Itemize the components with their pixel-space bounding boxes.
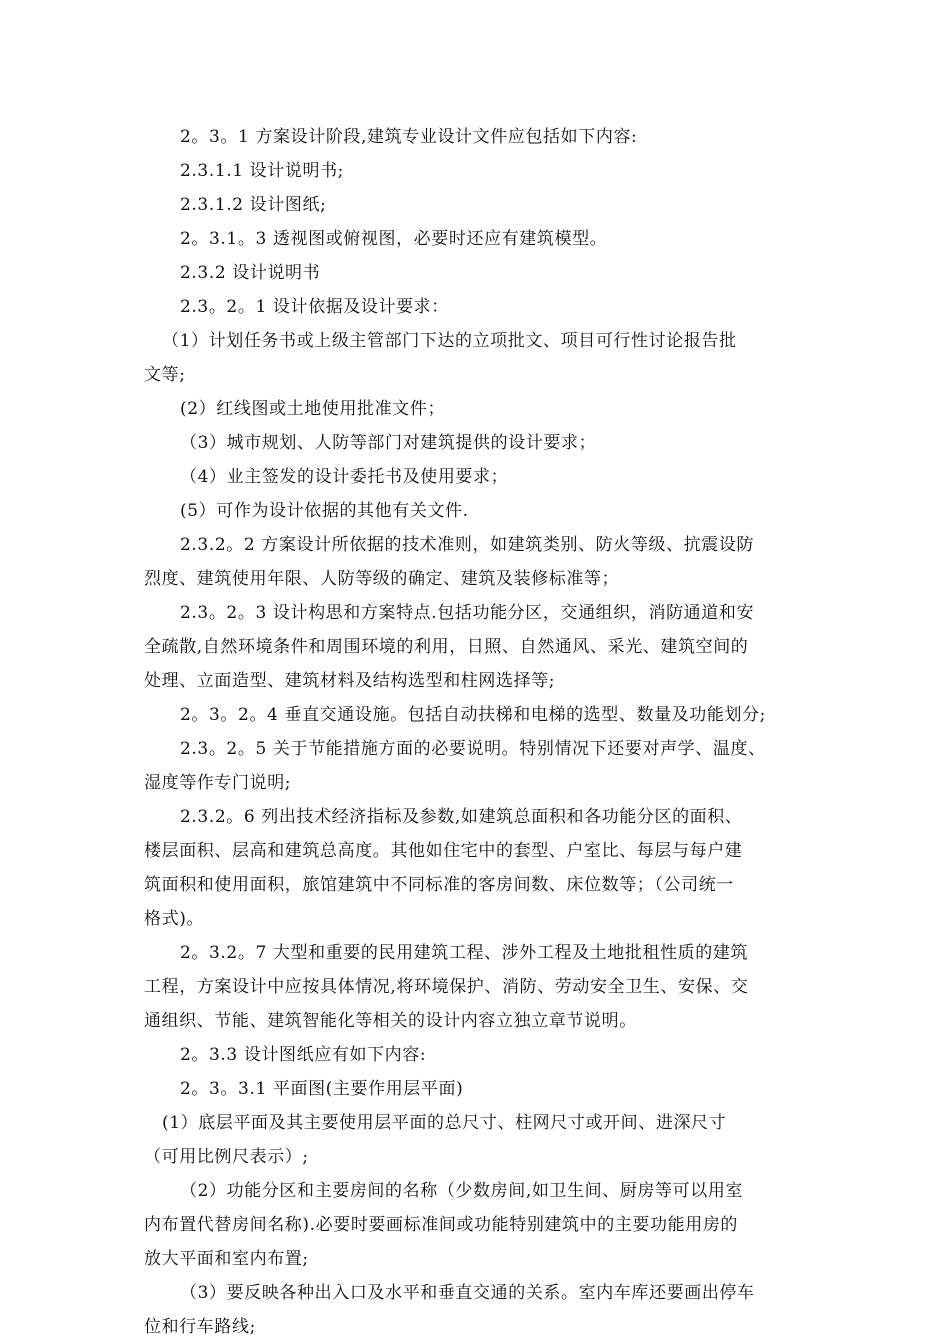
list-item-3: （3）城市规划、人防等部门对建筑提供的设计要求； [180,433,597,453]
list-item-1-cont: 文等; [144,365,186,385]
list-item-5: (5）可作为设计依据的其他有关文件. [180,501,469,521]
plan-item-3: （3）要反映各种出入口及水平和垂直交通的关系。室内车库还要画出停车 [180,1283,755,1303]
plan-item-1: (1）底层平面及其主要使用层平面的总尺寸、柱网尺寸或开间、进深尺寸 [162,1113,727,1133]
section-2-3-2-heading: 2.3.2 设计说明书 [180,263,321,283]
list-item-2: (2）红线图或土地使用批准文件； [180,399,446,419]
item-2-3-2-3-cont-1: 全疏散,自然环境条件和周围环境的利用，日照、自然通风、采光、建筑空间的 [144,637,749,657]
plan-item-1-cont: （可用比例尺表示）; [144,1147,309,1167]
list-item-4: （4）业主签发的设计委托书及使用要求； [180,467,509,487]
item-2-3-1-3: 2。3.1。3 透视图或俯视图，必要时还应有建筑模型。 [180,229,608,249]
plan-item-2: （2）功能分区和主要房间的名称（少数房间,如卫生间、厨房等可以用室 [180,1181,744,1201]
item-2-3-2-2: 2.3.2。2 方案设计所依据的技术准则，如建筑类别、防火等级、抗震设防 [180,535,755,555]
item-2-3-1-1: 2.3.1.1 设计说明书; [180,161,345,181]
item-2-3-2-6-cont-1: 楼层面积、层高和建筑总高度。其他如住宅中的套型、户室比、每层与每户建 [144,841,743,861]
list-item-1: （1）计划任务书或上级主管部门下达的立项批文、项目可行性讨论报告批 [162,331,737,351]
plan-item-2-cont-2: 放大平面和室内布置; [144,1249,309,1269]
item-2-3-2-4: 2。3。2。4 垂直交通设施。包括自动扶梯和电梯的选型、数量及功能划分; [180,705,766,725]
item-2-3-2-7: 2。3.2。7 大型和重要的民用建筑工程、涉外工程及土地批租性质的建筑 [180,943,749,963]
section-2-3-1-heading: 2。3。1 方案设计阶段,建筑专业设计文件应包括如下内容: [180,127,638,147]
item-2-3-2-7-cont-1: 工程，方案设计中应按具体情况,将环境保护、消防、劳动安全卫生、安保、交 [144,977,749,997]
item-2-3-2-7-cont-2: 通组织、节能、建筑智能化等相关的设计内容立独立章节说明。 [144,1011,637,1031]
item-2-3-2-1: 2.3。2。1 设计依据及设计要求： [180,297,449,317]
item-2-3-2-6-cont-2: 筑面积和使用面积，旅馆建筑中不同标准的客房间数、床位数等；（公司统一 [144,875,734,895]
plan-item-2-cont-1: 内布置代替房间名称).必要时要画标准间或功能特别建筑中的主要功能用房的 [144,1215,739,1235]
item-2-3-2-2-cont: 烈度、建筑使用年限、人防等级的确定、建筑及装修标准等； [144,569,620,589]
item-2-3-2-5: 2.3。2。5 关于节能措施方面的必要说明。特别情况下还要对声学、温度、 [180,739,766,759]
item-2-3-2-5-cont: 湿度等作专门说明; [144,773,292,793]
item-2-3-1-2: 2.3.1.2 设计图纸; [180,195,327,215]
section-2-3-3-heading: 2。3.3 设计图纸应有如下内容: [180,1045,427,1065]
plan-item-3-cont: 位和行车路线; [144,1317,256,1337]
item-2-3-2-6-cont-3: 格式)。 [144,909,205,929]
item-2-3-2-6: 2.3.2。6 列出技术经济指标及参数,如建筑总面积和各功能分区的面积、 [180,807,743,827]
item-2-3-2-3: 2.3。2。3 设计构思和方案特点.包括功能分区，交通组织，消防通道和安 [180,603,755,623]
item-2-3-2-3-cont-2: 处理、立面造型、建筑材料及结构选型和柱网选择等; [144,671,556,691]
item-2-3-3-1: 2。3。3.1 平面图(主要作用层平面) [180,1079,464,1099]
